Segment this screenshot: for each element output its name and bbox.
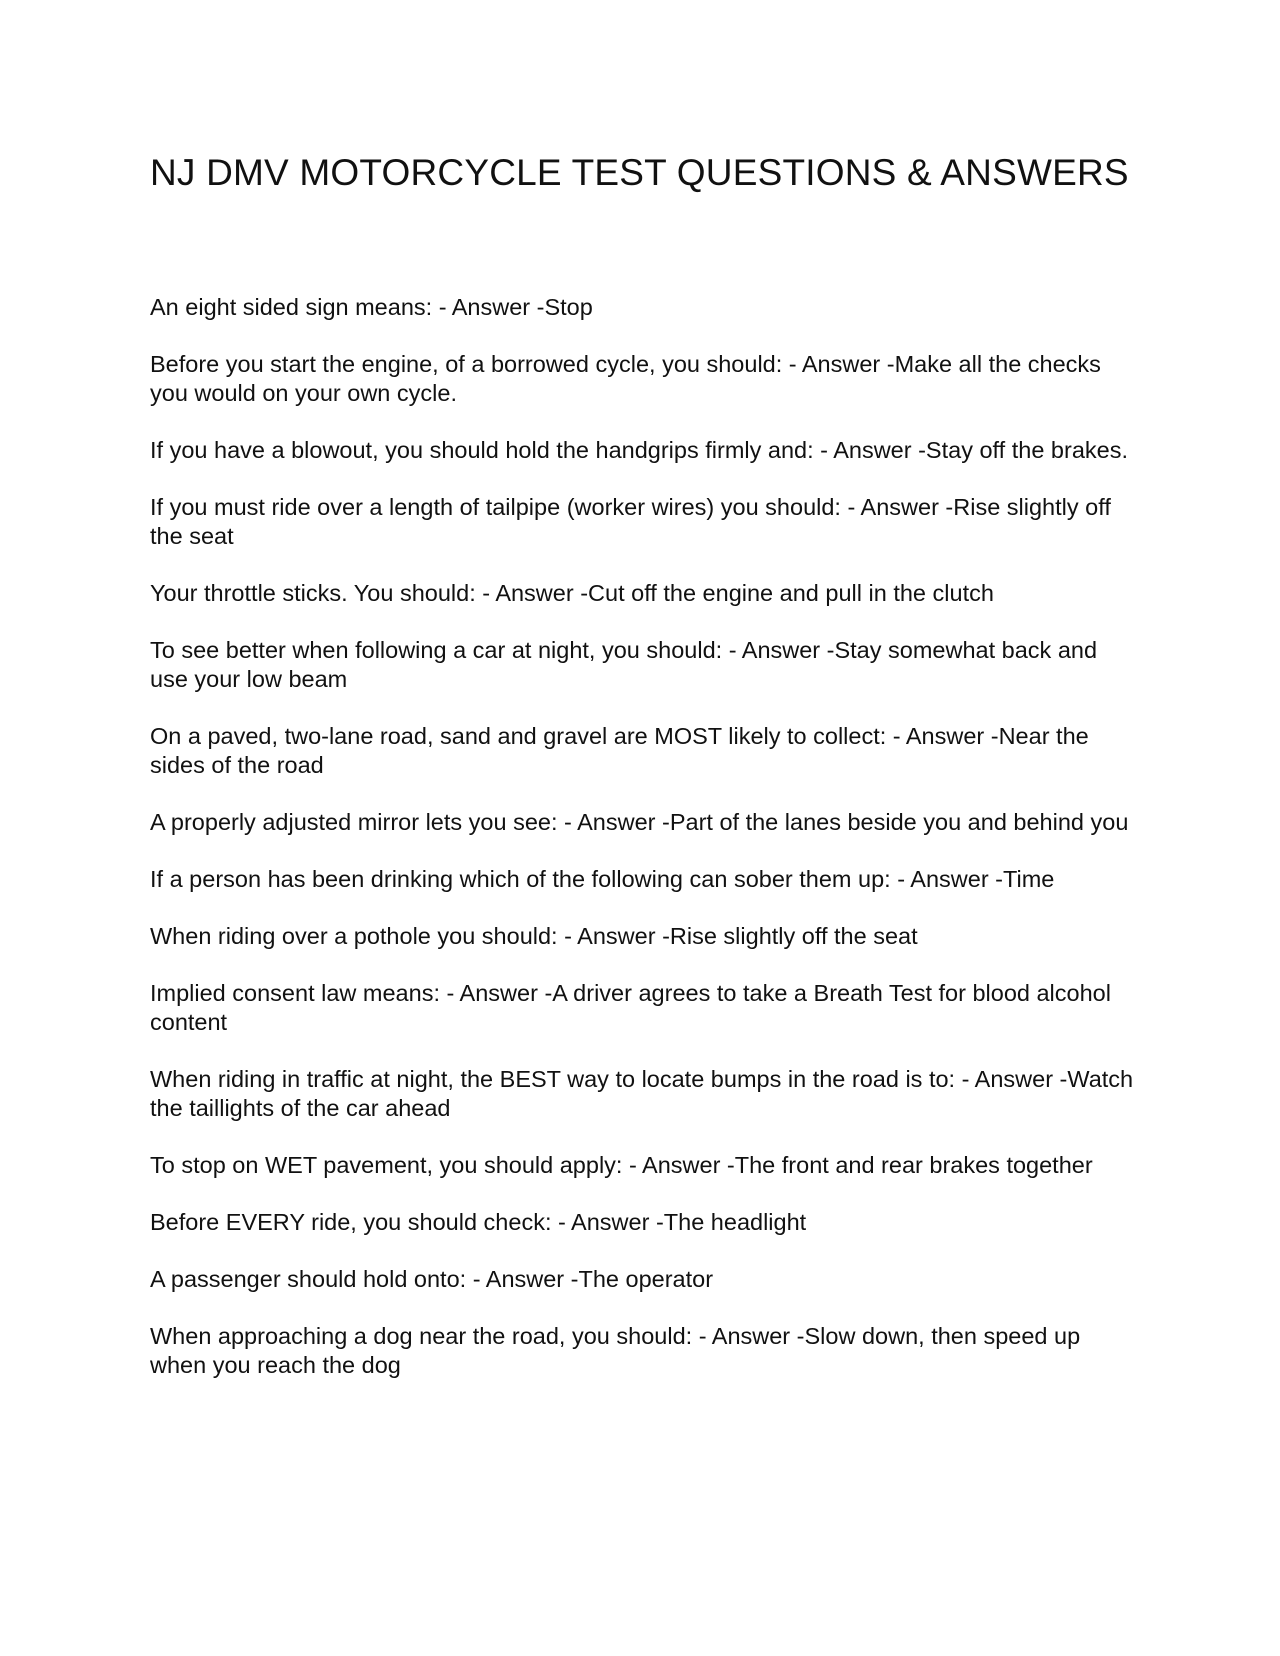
page-title: NJ DMV MOTORCYCLE TEST QUESTIONS & ANSWERS	[150, 152, 1129, 193]
list-item: To see better when following a car at night, you should: - Answer -Stay somewhat back and use your low beam	[150, 637, 1098, 692]
list-item: A properly adjusted mirror lets you see: - Answer -Part of the lanes beside you and behind you	[150, 809, 1129, 835]
qa-list	[150, 293, 1140, 1408]
list-item: To stop on WET pavement, you should apply: - Answer -The front and rear brakes together	[150, 1152, 1093, 1178]
list-item: A passenger should hold onto: - Answer -The operator	[150, 1266, 714, 1292]
list-item: When riding in traffic at night, the BEST way to locate bumps in the road is to: - Answer -Watch the taillights of the car ahead	[150, 1066, 1134, 1121]
list-item: If a person has been drinking which of the following can sober them up: - Answer -Time	[150, 866, 1055, 892]
list-item: If you have a blowout, you should hold the handgrips firmly and: - Answer -Stay off the brakes.	[150, 437, 1128, 463]
list-item: Implied consent law means: - Answer -A driver agrees to take a Breath Test for blood alcohol content	[150, 980, 1111, 1035]
list-item: On a paved, two-lane road, sand and gravel are MOST likely to collect: - Answer -Near the sides of the road	[150, 723, 1089, 778]
list-item: If you must ride over a length of tailpipe (worker wires) you should: - Answer -Rise slightly off the seat	[150, 494, 1111, 549]
list-item: An eight sided sign means: - Answer -Stop	[150, 294, 593, 320]
list-item: Before EVERY ride, you should check: - Answer -The headlight	[150, 1209, 807, 1235]
list-item: When approaching a dog near the road, you should: - Answer -Slow down, then speed up when you reach the dog	[150, 1323, 1081, 1378]
list-item: When riding over a pothole you should: - Answer -Rise slightly off the seat	[150, 923, 918, 949]
list-item: Before you start the engine, of a borrowed cycle, you should: - Answer -Make all the checks you would on your own cycle.	[150, 351, 1101, 406]
list-item: Your throttle sticks. You should: - Answer -Cut off the engine and pull in the clutch	[150, 580, 994, 606]
